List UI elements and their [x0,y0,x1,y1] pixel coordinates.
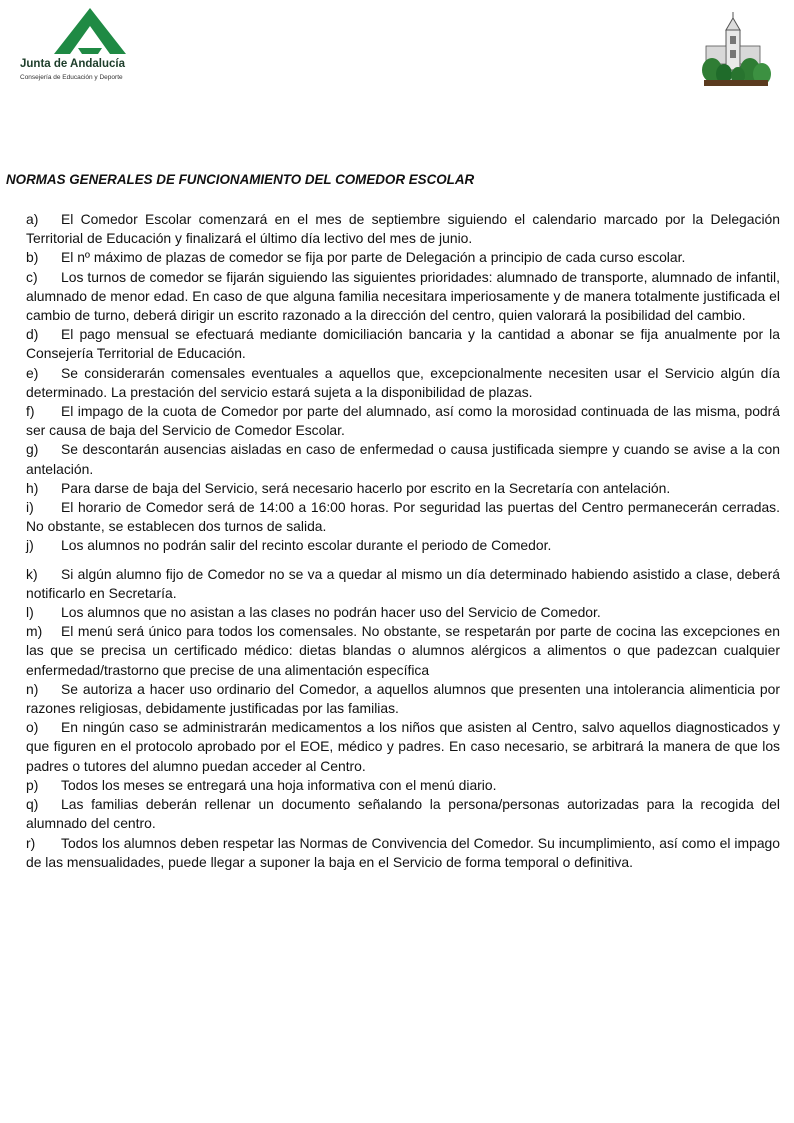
rule-item [26,268,780,326]
rule-label: h) [26,479,39,496]
rule-label: j) [26,537,34,554]
rule-text: Se considerarán comensales eventuales a aquellos que, excepcionalmente necesiten usar el Servicio algún día determinado. La prestación del servicio estará sujeta a la disponibilidad de plazas. [26,364,780,400]
junta-andalucia-logo [20,8,180,88]
rule-item [26,536,780,555]
rule-text: El impago de la cuota de Comedor por parte del alumnado, así como la morosidad continuada de las misma, podrá ser causa de baja del Servicio de Comedor Escolar. [26,403,780,439]
rule-item [26,498,780,536]
rule-item [26,402,780,440]
rule-label: m) [26,623,43,640]
junta-logo-icon [54,8,126,54]
rule-text: En ningún caso se administrarán medicamentos a los niños que asisten al Centro, salvo aquellos diagnosticados y que figuren en el protocolo aprobado por el EOE, médico y padres. En caso necesario, se arbitrará la manera de que los padres o tutores del alumno puedan acceder al Centro. [26,719,780,774]
rule-item [26,603,780,622]
logo-title: Junta de Andalucía [20,58,126,70]
rule-label: n) [26,680,39,697]
rule-text: Todos los alumnos deben respetar las Normas de Convivencia del Comedor. Su incumplimiento, así como el impago de las mensualidades, puede llegar a suponer la baja en el Servicio de forma temporal o definitiva. [26,834,780,870]
rule-text: El menú será único para todos los comensales. No obstante, se respetarán por parte de cocina las excepciones en las que se precisa un certificado médico: dietas blandas o alumnos alérgicos a alimentos o que padezcan cualquier enfermedad/trastorno que precise de una alimentación específica [26,623,780,678]
rule-text: Los turnos de comedor se fijarán siguiendo las siguientes prioridades: alumnado de transporte, alumnado de infantil, alumnado de menor edad. En caso de que alguna familia necesitara imperiosamente y de manera totalmente justificada el cambio de turno, deberá dirigir un escrito razonado a la dirección del centro, quien valorará la posibilidad del cambio. [26,268,780,324]
rule-text: Todos los meses se entregará una hoja informativa con el menú diario. [61,776,497,793]
rule-item [26,210,780,248]
rule-label: r) [26,834,36,851]
rule-label: b) [26,249,39,266]
rule-text: El horario de Comedor será de 14:00 a 16:00 horas. Por seguridad las puertas del Centro permanecerán cerradas. No obstante, se establecen dos turnos de salida. [26,499,780,535]
rules-list [26,210,780,872]
rule-label: l) [26,604,34,621]
rule-label: d) [26,326,39,343]
rule-item [26,795,780,833]
rule-label: g) [26,441,39,458]
rule-label: f) [26,403,35,420]
rule-text: Si algún alumno fijo de Comedor no se va a quedar al mismo un día determinado habiendo asistido a clase, deberá notificarlo en Secretaría. [26,565,780,601]
rule-label: k) [26,565,38,582]
rule-text: El pago mensual se efectuará mediante domiciliación bancaria y la cantidad a abonar se fija anualmente por la Consejería Territorial de Educación. [26,326,780,362]
rule-item [26,248,780,267]
document-title: NORMAS GENERALES DE FUNCIONAMIENTO DEL COMEDOR ESCOLAR [6,172,475,187]
rule-text: Para darse de baja del Servicio, será necesario hacerlo por escrito en la Secretaría con antelación. [61,479,671,496]
rule-text: Los alumnos no podrán salir del recinto escolar durante el periodo de Comedor. [61,537,552,554]
rule-item [26,622,780,680]
school-logo [700,12,772,88]
rule-text: Los alumnos que no asistan a las clases no podrán hacer uso del Servicio de Comedor. [61,604,601,621]
rule-item [26,718,780,776]
rule-text: El Comedor Escolar comenzará en el mes de septiembre siguiendo el calendario marcado por la Delegación Territorial de Educación y finalizará el último día lectivo del mes de junio. [26,211,780,247]
rule-item [26,565,780,603]
rule-label: o) [26,719,39,736]
rule-item [26,479,780,498]
rule-item [26,364,780,402]
rule-item [26,680,780,718]
rule-label: a) [26,211,39,227]
rule-item [26,834,780,872]
school-tower-icon [700,12,772,88]
rule-label: q) [26,796,39,813]
rule-text: Se autoriza a hacer uso ordinario del Comedor, a aquellos alumnos que presenten una intolerancia alimenticia por razones religiosas, debidamente justificadas por las familias. [26,680,780,717]
rule-item [26,776,780,795]
rule-item [26,325,780,363]
rule-label: e) [26,364,39,381]
rule-label: c) [26,268,38,285]
rule-item [26,440,780,478]
rule-label: i) [26,499,34,516]
rule-label: p) [26,776,39,793]
logo-subtitle: Consejería de Educación y Deporte [20,74,123,81]
rule-text: El nº máximo de plazas de comedor se fija por parte de Delegación a principio de cada curso escolar. [61,249,686,266]
rule-text: Las familias deberán rellenar un documento señalando la persona/personas autorizadas para la recogida del alumnado del centro. [26,796,780,832]
rule-text: Se descontarán ausencias aisladas en caso de enfermedad o causa justificada siempre y cuando se avise a la con antelación. [26,441,780,477]
